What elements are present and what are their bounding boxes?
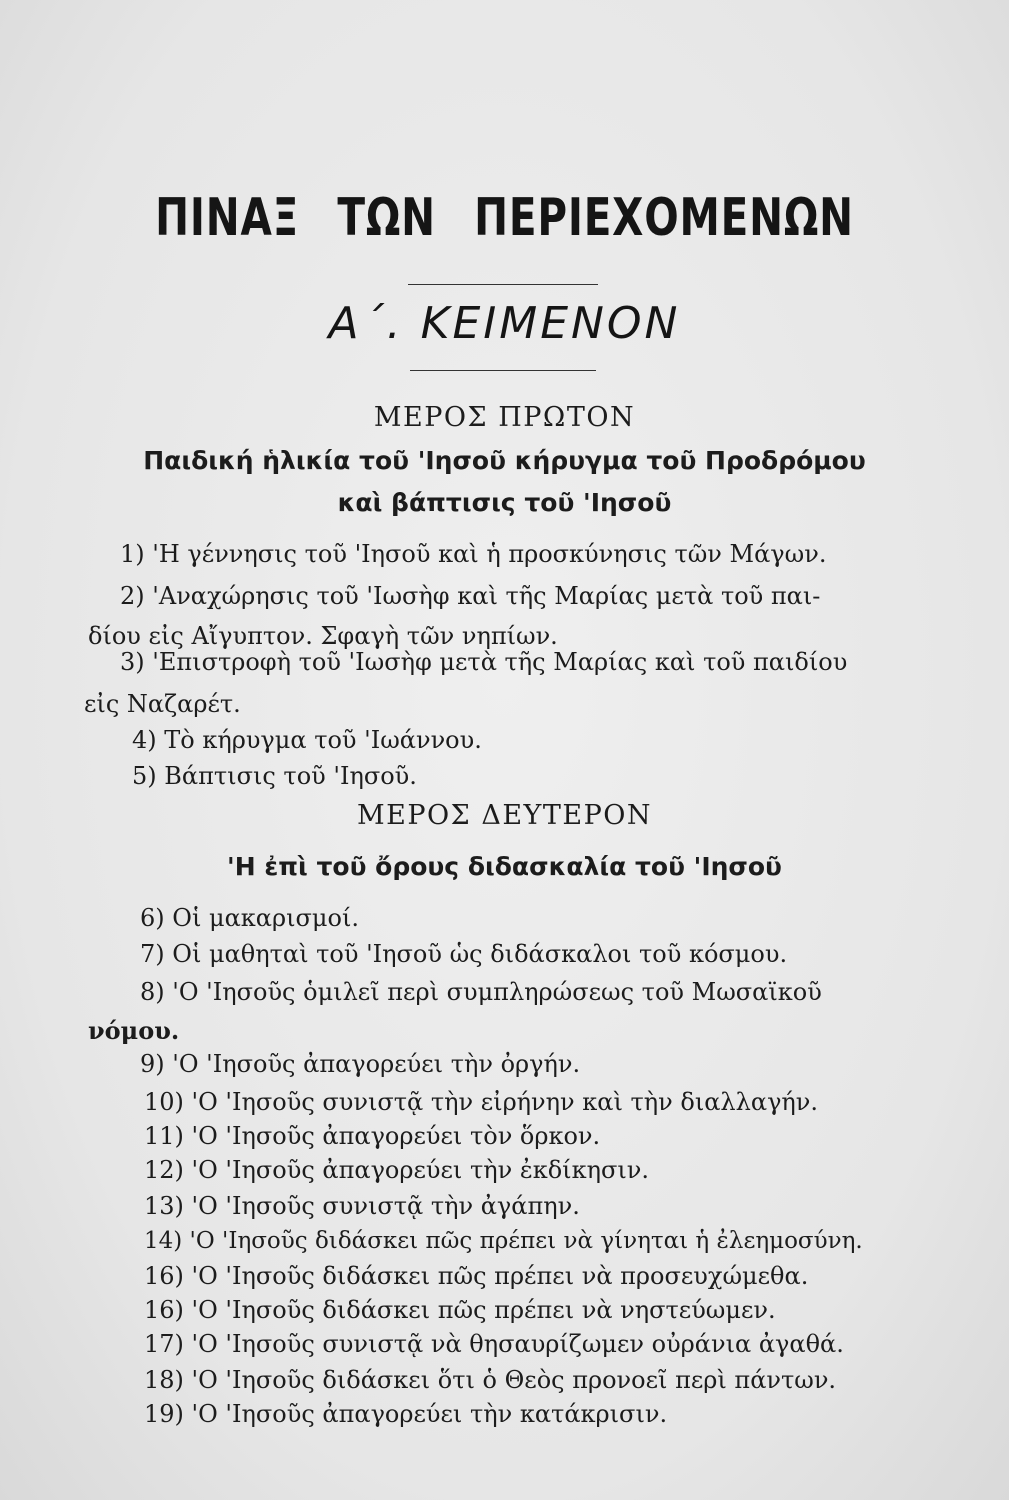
part2-subheading: 'Η ἐπὶ τοῦ ὄρους διδασκαλία τοῦ 'Ιησοῦ [227,852,782,881]
section-title: Α΄. ΚΕΙΜΕΝΟΝ [328,298,681,349]
toc-entry-17: 17) 'Ο 'Ιησοῦς συνιστᾷ νὰ θησαυρίζωμεν οὐράνια ἀγαθά. [144,1330,844,1358]
toc-entry-10: 10) 'Ο 'Ιησοῦς συνιστᾷ τὴν εἰρήνην καὶ τὴν διαλλαγήν. [144,1088,819,1116]
part1-heading: ΜΕΡΟΣ ΠΡΩΤΟΝ [373,402,636,433]
toc-entry-9: 9) 'Ο 'Ιησοῦς ἀπαγορεύει τὴν ὀργήν. [140,1050,581,1078]
toc-entry-5: 5) Βάπτισις τοῦ 'Ιησοῦ. [132,762,417,790]
toc-entry-3-cont: εἰς Ναζαρέτ. [84,690,241,718]
page-title: ΠΙΝΑΞ ΤΩΝ ΠΕΡΙΕΧΟΜΕΝΩΝ [155,188,854,248]
toc-entry-13: 13) 'Ο 'Ιησοῦς συνιστᾷ τὴν ἀγάπην. [144,1192,580,1220]
toc-entry-7: 7) Οἱ μαθηταὶ τοῦ 'Ιησοῦ ὡς διδάσκαλοι τοῦ κόσμου. [140,940,788,968]
toc-entry-3: 3) 'Επιστροφὴ τοῦ 'Ιωσὴφ μετὰ τῆς Μαρίας καὶ τοῦ παιδίου [120,648,848,676]
toc-entry-1: 1) 'Η γέννησις τοῦ 'Ιησοῦ καὶ ἡ προσκύνησις τῶν Μάγων. [120,540,827,568]
part2-heading: ΜΕΡΟΣ ΔΕΥΤΕΡΟΝ [356,800,652,831]
toc-entry-8-cont: νόμου. [88,1016,180,1045]
toc-entry-16a: 16) 'Ο 'Ιησοῦς διδάσκει πῶς πρέπει νὰ προσευχώμεθα. [144,1262,809,1290]
toc-entry-19: 19) 'Ο 'Ιησοῦς ἀπαγορεύει τὴν κατάκρισιν. [144,1400,668,1428]
toc-entry-2: 2) 'Αναχώρησις τοῦ 'Ιωσὴφ καὶ τῆς Μαρίας μετὰ τοῦ παι- [120,582,821,610]
toc-entry-16b: 16) 'Ο 'Ιησοῦς διδάσκει πῶς πρέπει νὰ νηστεύωμεν. [144,1296,776,1324]
toc-entry-12: 12) 'Ο 'Ιησοῦς ἀπαγορεύει τὴν ἐκδίκησιν. [144,1156,649,1184]
toc-entry-18: 18) 'Ο 'Ιησοῦς διδάσκει ὅτι ὁ Θεὸς προνοεῖ περὶ πάντων. [144,1366,837,1394]
toc-entry-6: 6) Οἱ μακαρισμοί. [140,904,359,932]
toc-entry-4: 4) Τὸ κήρυγμα τοῦ 'Ιωάννου. [132,726,482,754]
toc-entry-2-cont: δίου εἰς Αἴγυπτον. Σφαγὴ τῶν νηπίων. [88,622,558,650]
part1-subheading-line1: Παιδική ἡλικία τοῦ 'Ιησοῦ κήρυγμα τοῦ Προδρόμου [143,446,866,475]
toc-entry-11: 11) 'Ο 'Ιησοῦς ἀπαγορεύει τὸν ὅρκον. [144,1122,601,1150]
toc-entry-8: 8) 'Ο 'Ιησοῦς ὁμιλεῖ περὶ συμπληρώσεως τοῦ Μωσαϊκοῦ [140,978,822,1006]
part1-subheading-line2: καὶ βάπτισις τοῦ 'Ιησοῦ [337,488,672,517]
toc-entry-14: 14) 'Ο 'Ιησοῦς διδάσκει πῶς πρέπει νὰ γίνηται ἡ ἐλεημοσύνη. [144,1228,863,1254]
divider-bottom [410,370,596,371]
divider-top [408,284,598,285]
